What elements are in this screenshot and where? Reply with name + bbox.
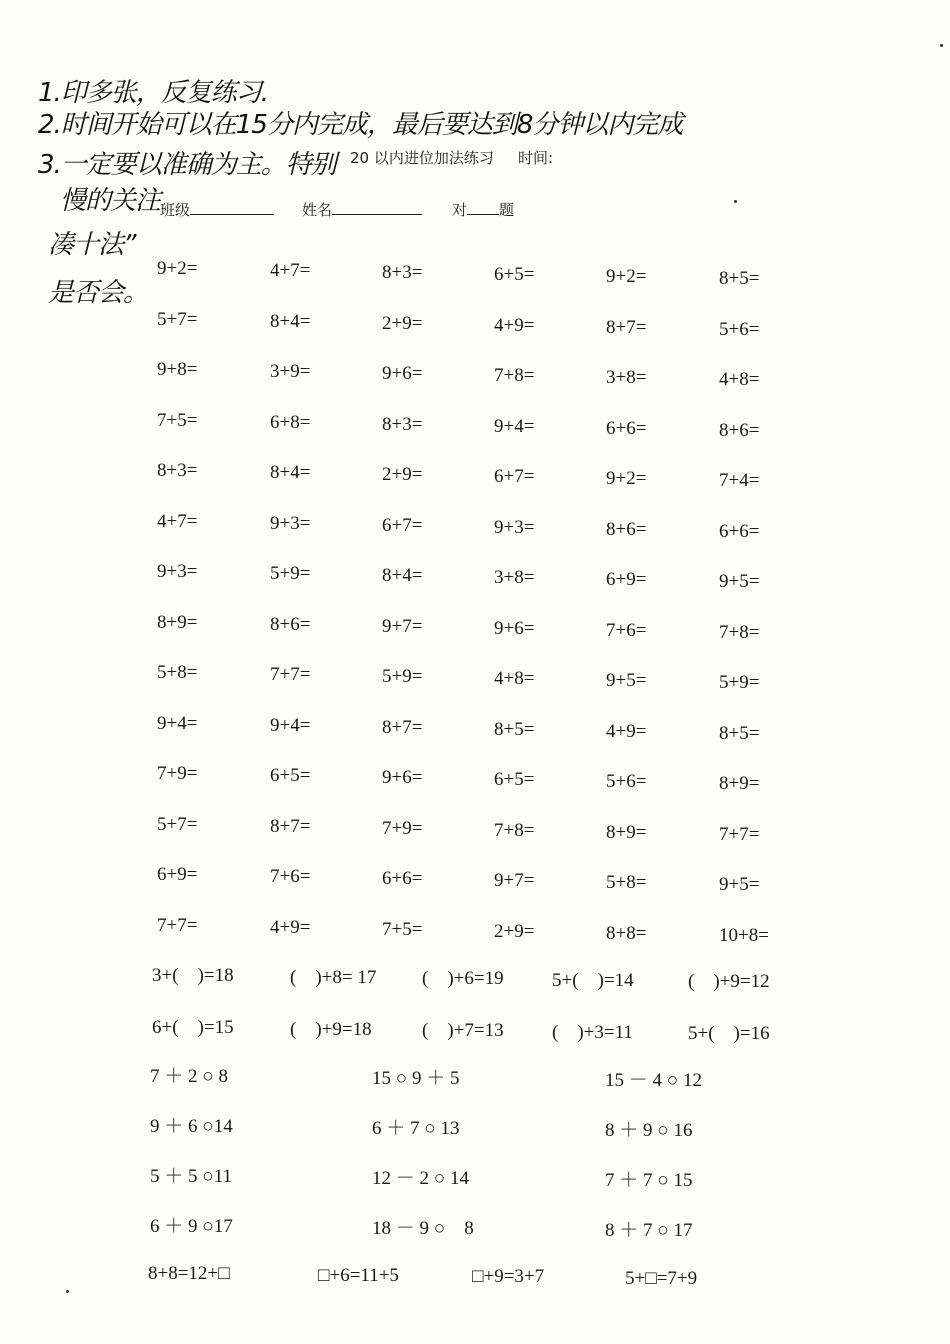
addition-problem: 5+9= (719, 672, 760, 693)
addition-problem: 5+8= (157, 662, 198, 683)
addition-problem: 6+6= (606, 417, 647, 439)
addition-problem: 9+8= (157, 359, 198, 380)
addition-problem: 6+6= (719, 520, 760, 542)
addition-problem: 8+6= (270, 613, 311, 635)
addition-problem: 7+8= (719, 621, 760, 643)
fill-blank-problem: 5+( )=16 (688, 1023, 770, 1044)
note-line-6: 是否会。 (48, 278, 149, 308)
addition-problem: 7+6= (606, 619, 647, 641)
addition-problem: 5+7= (157, 308, 198, 330)
addition-problem: 6+5= (494, 264, 535, 285)
addition-problem: 9+6= (382, 767, 423, 788)
compare-problem: 9 ＋ 6 ○14 (150, 1116, 233, 1137)
addition-problem: 7+9= (382, 817, 423, 839)
compare-problem: 7 ＋ 2 ○ 8 (150, 1066, 228, 1087)
box-equation: 8+8=12+□ (148, 1263, 230, 1284)
addition-problem: 8+4= (382, 565, 423, 586)
addition-problem: 9+6= (382, 363, 423, 384)
addition-problem: 4+7= (270, 260, 311, 281)
note-line-4: 慢的关注 (60, 186, 161, 216)
addition-problem: 5+9= (270, 563, 311, 584)
addition-problem: 8+3= (382, 262, 423, 283)
addition-problem: 2+9= (494, 920, 535, 942)
addition-problem: 9+2= (606, 468, 647, 489)
addition-problem: 9+2= (606, 266, 647, 287)
addition-problem: 6+5= (270, 765, 311, 786)
addition-problem: 4+8= (494, 668, 535, 689)
compare-problem: 8 ＋ 9 ○ 16 (605, 1120, 693, 1141)
addition-problem: 5+7= (157, 813, 198, 835)
questions-label: 题 (499, 201, 515, 219)
addition-problem: 9+5= (719, 571, 760, 592)
addition-problem: 6+8= (270, 411, 311, 433)
scan-speck (940, 44, 943, 47)
name-field (302, 199, 422, 220)
addition-problem: 8+9= (606, 821, 647, 843)
addition-problem: 6+9= (157, 864, 198, 885)
addition-problem: 8+9= (157, 611, 198, 633)
compare-problem: 15 － 4 ○ 12 (605, 1070, 702, 1091)
score-field (452, 199, 514, 220)
name-blank (332, 200, 422, 215)
addition-problem: 6+9= (606, 569, 647, 590)
addition-problem: 8+4= (270, 310, 311, 332)
addition-problem: 2+9= (382, 464, 423, 485)
addition-problem: 4+9= (270, 916, 311, 938)
addition-problem: 10+8= (719, 924, 769, 946)
addition-problem: 7+7= (157, 914, 198, 936)
note-line-5: 凑十法” (48, 230, 136, 260)
addition-problem: 9+4= (494, 415, 535, 437)
box-equation: □+6=11+5 (318, 1264, 399, 1286)
addition-problem: 7+8= (494, 365, 535, 386)
fill-blank-problem: ( )+9=12 (688, 971, 770, 992)
addition-problem: 8+4= (270, 462, 311, 483)
score-blank (467, 200, 499, 215)
addition-problem: 7+9= (157, 763, 198, 784)
addition-problem: 8+5= (494, 718, 535, 740)
addition-problem: 8+5= (719, 268, 760, 289)
addition-problem: 9+6= (494, 617, 535, 639)
addition-problem: 5+6= (719, 318, 760, 340)
addition-problem: 8+9= (719, 773, 760, 794)
box-equation: □+9=3+7 (472, 1266, 545, 1287)
fill-blank-problem: 3+( )=18 (152, 965, 234, 986)
note-line-3: 3.一定要以准确为主。特别 (38, 150, 336, 180)
addition-problem: 7+5= (382, 918, 423, 940)
compare-problem: 12 － 2 ○ 14 (372, 1168, 469, 1189)
compare-problem: 15 ○ 9 ＋ 5 (372, 1068, 460, 1089)
addition-problem: 7+8= (494, 819, 535, 841)
compare-problem: 7 ＋ 7 ○ 15 (605, 1170, 693, 1191)
addition-problem: 9+5= (606, 670, 647, 691)
addition-problem: 8+8= (606, 922, 647, 944)
addition-problem: 5+8= (606, 872, 647, 893)
addition-problem: 8+5= (719, 722, 760, 744)
note-line-2: 2.时间开始可以在15分内完成，最后要达到8分钟以内完成 (38, 110, 683, 140)
addition-problem: 9+2= (157, 258, 198, 279)
addition-problem: 2+9= (382, 312, 423, 334)
box-equation: 5+□=7+9 (625, 1267, 698, 1289)
addition-problem: 5+6= (606, 771, 647, 792)
addition-problem: 9+5= (719, 874, 760, 895)
addition-problem: 7+7= (270, 664, 311, 685)
compare-problem: 5 ＋ 5 ○11 (150, 1166, 233, 1187)
name-label: 姓名 (302, 201, 333, 219)
addition-problem: 7+7= (719, 823, 760, 845)
addition-problem: 4+8= (719, 369, 760, 390)
addition-problem: 8+3= (382, 413, 423, 435)
addition-problem: 5+9= (382, 666, 423, 687)
addition-problem: 9+4= (270, 714, 311, 736)
class-blank (190, 200, 274, 215)
fill-blank-problem: 5+( )=14 (552, 969, 634, 991)
addition-problem: 9+3= (494, 516, 535, 538)
correct-label: 对 (452, 201, 468, 219)
addition-problem: 6+6= (382, 868, 423, 889)
addition-problem: 3+8= (606, 367, 647, 388)
time-label: 时间: (518, 149, 554, 167)
addition-problem: 8+6= (606, 518, 647, 540)
worksheet-title: 20 以内进位加法练习 (350, 149, 494, 167)
addition-problem: 4+7= (157, 510, 198, 532)
addition-problem: 6+7= (382, 514, 423, 536)
note-line-1: 1.印多张，反复练习. (38, 78, 269, 108)
compare-problem: 6 ＋ 7 ○ 13 (372, 1118, 460, 1139)
addition-problem: 6+7= (494, 466, 535, 487)
addition-problem: 7+6= (270, 866, 311, 887)
addition-problem: 8+6= (719, 419, 760, 441)
fill-blank-problem: ( )+9=18 (290, 1018, 372, 1040)
addition-problem: 4+9= (606, 720, 647, 742)
addition-problem: 9+7= (494, 870, 535, 891)
class-label: 班级 (160, 201, 191, 219)
class-field (160, 199, 274, 220)
addition-problem: 7+5= (157, 409, 198, 431)
addition-problem: 8+7= (270, 815, 311, 837)
compare-problem: 8 ＋ 7 ○ 17 (605, 1220, 693, 1241)
addition-problem: 4+9= (494, 314, 535, 336)
addition-problem: 8+3= (157, 460, 198, 481)
compare-problem: 18 － 9 ○ 8 (372, 1218, 474, 1239)
addition-problem: 3+8= (494, 567, 535, 588)
addition-problem: 8+7= (606, 316, 647, 338)
fill-blank-problem: 6+( )=15 (152, 1017, 234, 1038)
fill-blank-problem: ( )+8= 17 (290, 966, 377, 988)
addition-problem: 9+7= (382, 615, 423, 637)
addition-problem: 8+7= (382, 716, 423, 738)
addition-problem: 7+4= (719, 470, 760, 491)
compare-problem: 6 ＋ 9 ○17 (150, 1216, 233, 1237)
fill-blank-problem: ( )+6=19 (422, 968, 504, 989)
addition-problem: 6+5= (494, 769, 535, 790)
fill-blank-problem: ( )+3=11 (552, 1021, 633, 1043)
addition-problem: 9+3= (157, 561, 198, 582)
scan-speck (734, 200, 737, 203)
fill-blank-problem: ( )+7=13 (422, 1020, 504, 1041)
addition-problem: 9+3= (270, 512, 311, 534)
addition-problem: 3+9= (270, 361, 311, 382)
scan-speck (66, 1290, 69, 1293)
addition-problem: 9+4= (157, 712, 198, 734)
